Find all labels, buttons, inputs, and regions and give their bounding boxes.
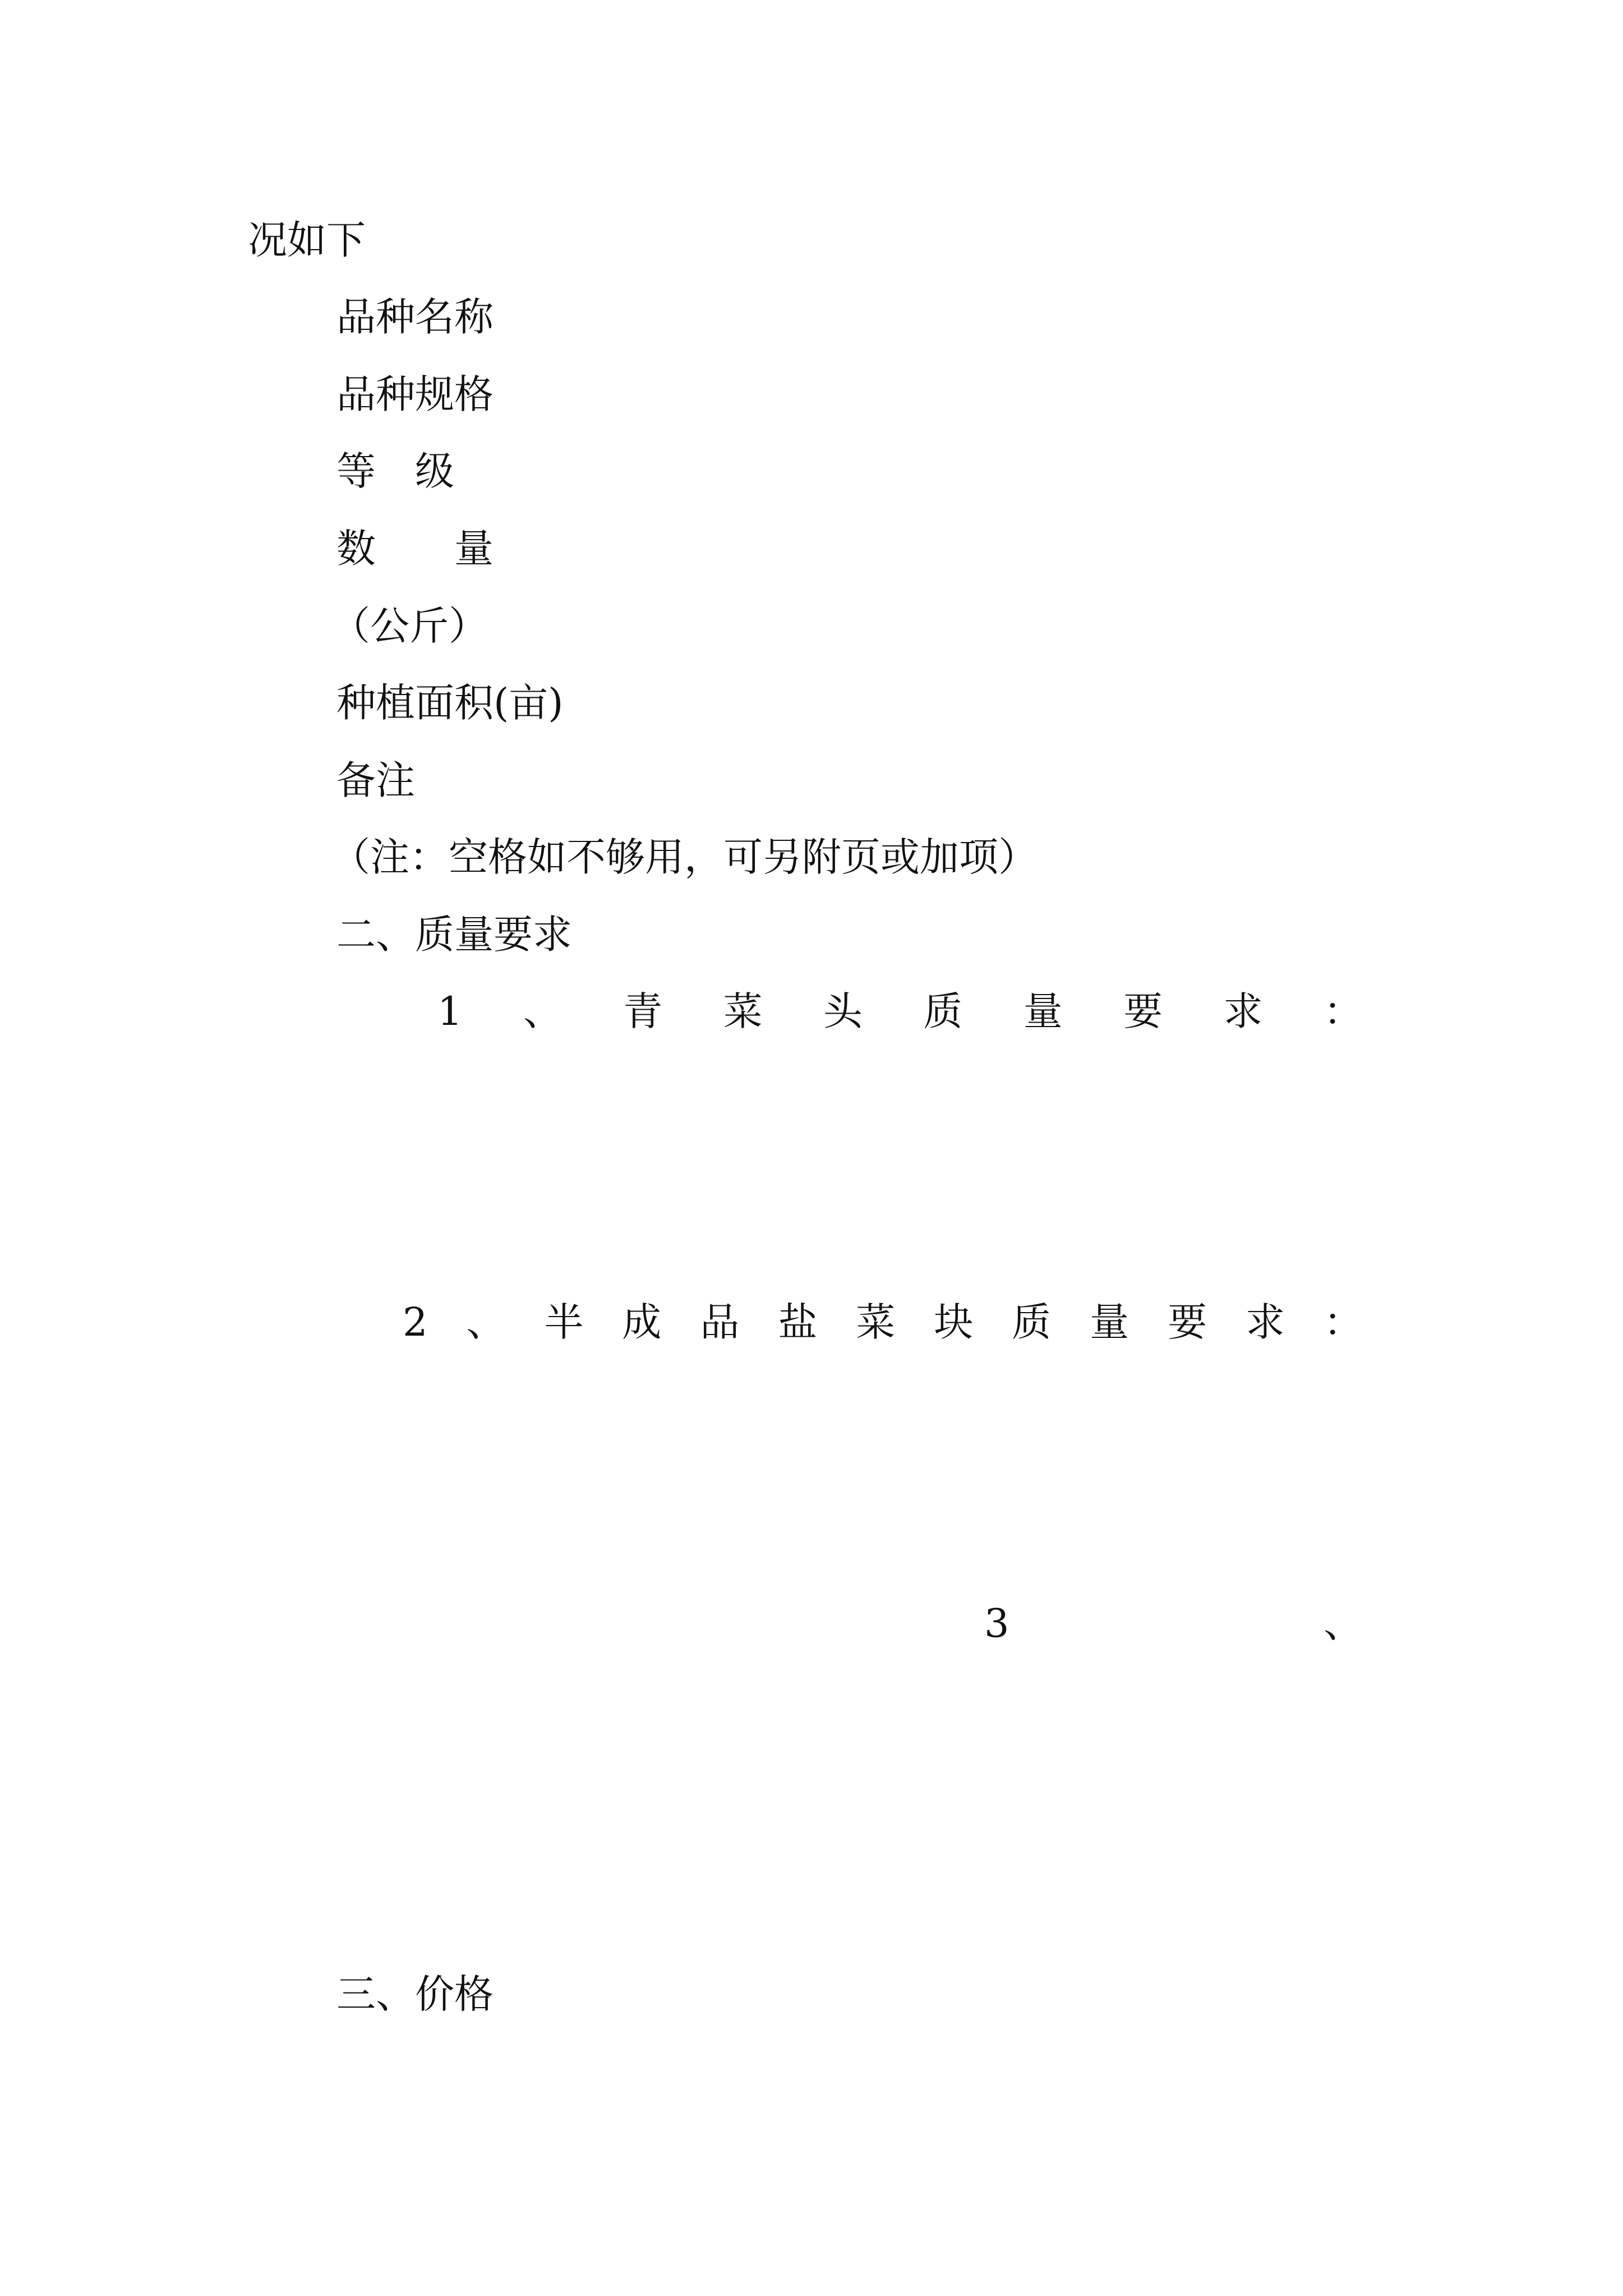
char: 求	[1246, 1299, 1285, 1345]
field-grade: 等 级	[336, 448, 454, 494]
field-planting-area: 种植面积(亩)	[336, 680, 564, 726]
quality-item-3	[984, 1595, 1363, 1651]
char: 2	[403, 1299, 428, 1345]
field-variety-name: 品种名称	[336, 294, 494, 340]
intro-text: 况如下	[248, 217, 366, 263]
char: 、	[466, 1299, 506, 1345]
char: 3	[984, 1600, 1009, 1646]
char: 半	[544, 1299, 584, 1345]
char: 青	[623, 988, 663, 1034]
field-remarks: 备注	[336, 757, 415, 803]
char: 盐	[778, 1299, 818, 1345]
char: 质	[1012, 1299, 1052, 1345]
char: 量	[1090, 1299, 1129, 1345]
char: 块	[934, 1299, 974, 1345]
char: 、	[523, 988, 562, 1034]
char: 求	[1223, 988, 1263, 1034]
char: 要	[1123, 988, 1163, 1034]
char: ：	[1323, 988, 1363, 1034]
char: 1	[437, 988, 463, 1034]
char: 成	[622, 1299, 662, 1345]
char: 菜	[723, 988, 763, 1034]
quality-item-1	[437, 983, 1363, 1039]
char: 菜	[856, 1299, 896, 1345]
char: 要	[1168, 1299, 1207, 1345]
section-heading-quality: 二、质量要求	[336, 912, 572, 958]
field-quantity-unit: （公斤）	[331, 603, 488, 649]
field-variety-spec: 品种规格	[336, 371, 494, 417]
quality-item-2	[403, 1294, 1363, 1350]
field-quantity: 数 量	[336, 526, 494, 572]
char: 量	[1023, 988, 1063, 1034]
section-heading-price: 三、价格	[336, 1971, 494, 2017]
note-text: （注：空格如不够用，可另附页或加项）	[331, 834, 1038, 880]
char: 头	[823, 988, 863, 1034]
char: 质	[923, 988, 963, 1034]
char: 品	[700, 1299, 740, 1345]
char: ：	[1323, 1299, 1363, 1345]
char: 、	[1324, 1600, 1363, 1646]
